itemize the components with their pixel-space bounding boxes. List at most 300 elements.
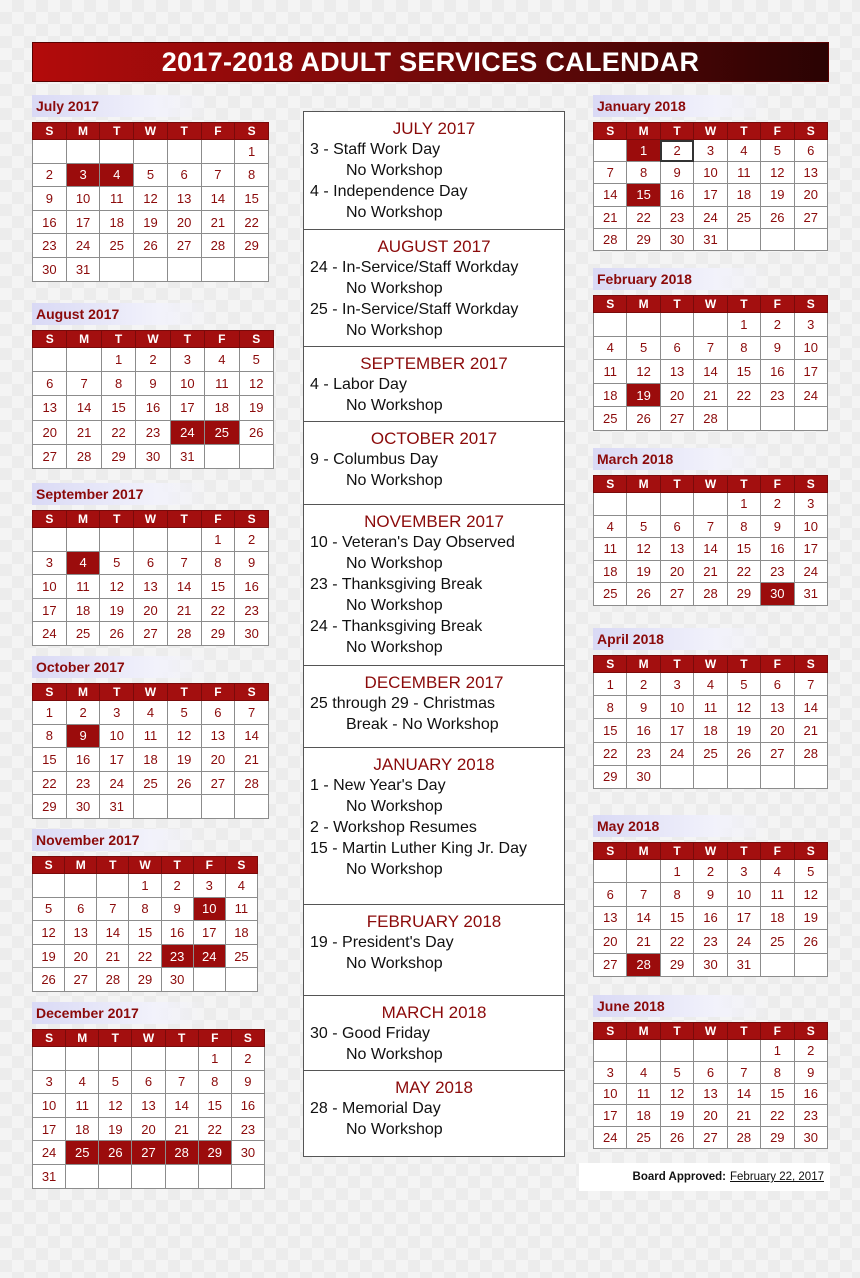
- event-item: 2 - Workshop Resumes: [310, 819, 477, 836]
- week-row: [594, 206, 828, 228]
- weekday-header-row: [594, 296, 828, 313]
- event-note: No Workshop: [346, 1046, 443, 1063]
- weekday-header: S: [594, 843, 627, 860]
- empty-day-cell: [627, 860, 660, 883]
- day-cell-closed: 15: [627, 184, 660, 206]
- day-cell: 18: [205, 396, 239, 420]
- day-cell: 4: [134, 701, 168, 725]
- week-row: [33, 163, 269, 187]
- day-cell-closed: 4: [100, 163, 134, 187]
- weekday-header: S: [794, 476, 827, 493]
- day-cell: 26: [100, 622, 134, 646]
- weekday-header: T: [660, 476, 693, 493]
- week-row: [594, 583, 828, 606]
- day-cell: 1: [594, 673, 627, 696]
- empty-day-cell: [727, 228, 760, 250]
- day-cell: 14: [167, 575, 201, 599]
- day-cell: 30: [33, 257, 67, 281]
- day-cell: 18: [594, 560, 627, 583]
- day-cell: 24: [66, 234, 100, 258]
- day-cell: 7: [165, 1070, 198, 1094]
- day-cell: 11: [225, 897, 257, 921]
- day-cell: 18: [627, 1105, 660, 1127]
- day-cell: 3: [33, 551, 67, 575]
- day-cell: 8: [627, 162, 660, 184]
- day-cell: 2: [627, 673, 660, 696]
- day-cell: 19: [134, 210, 168, 234]
- day-cell: 31: [727, 953, 760, 976]
- day-cell: 3: [694, 140, 727, 162]
- day-cell: 21: [627, 930, 660, 953]
- weekday-header: W: [132, 1030, 165, 1047]
- day-cell: 22: [201, 598, 235, 622]
- day-cell: 14: [97, 921, 129, 945]
- week-row: [33, 921, 258, 945]
- event-month-title: AUGUST 2017: [377, 237, 491, 256]
- day-cell: 29: [33, 795, 67, 819]
- event-item: 25 through 29 - Christmas: [310, 695, 495, 712]
- day-cell: 13: [660, 538, 693, 561]
- day-cell: 11: [694, 696, 727, 719]
- day-cell: 1: [101, 348, 135, 372]
- weekday-header-row: [33, 331, 274, 348]
- day-cell: 1: [761, 1040, 794, 1062]
- weekday-header: T: [727, 123, 760, 140]
- weekday-header: S: [794, 123, 827, 140]
- day-cell: 10: [33, 1094, 66, 1118]
- event-item: 3 - Staff Work Day: [310, 141, 441, 158]
- day-cell: 12: [727, 696, 760, 719]
- weekday-header: F: [761, 1023, 794, 1040]
- empty-day-cell: [594, 313, 627, 337]
- day-cell: 12: [33, 921, 65, 945]
- month-grid: [593, 295, 828, 431]
- empty-day-cell: [167, 257, 201, 281]
- day-cell: 27: [167, 234, 201, 258]
- day-cell: 26: [660, 1127, 693, 1149]
- day-cell: 14: [694, 360, 727, 384]
- week-row: [594, 1040, 828, 1062]
- empty-day-cell: [66, 1047, 99, 1071]
- day-cell: 26: [627, 583, 660, 606]
- weekday-header: S: [794, 296, 827, 313]
- week-row: [594, 673, 828, 696]
- weekday-header: F: [761, 843, 794, 860]
- day-cell: 28: [67, 444, 101, 468]
- day-cell: 18: [727, 184, 760, 206]
- day-cell: 12: [134, 187, 168, 211]
- event-item: 25 - In-Service/Staff Workday: [310, 301, 519, 318]
- day-cell: 30: [694, 953, 727, 976]
- day-cell: 18: [100, 210, 134, 234]
- day-cell: 5: [727, 673, 760, 696]
- day-cell: 9: [33, 187, 67, 211]
- day-cell: 7: [235, 701, 269, 725]
- day-cell: 16: [627, 719, 660, 742]
- day-cell: 19: [727, 719, 760, 742]
- day-cell: 27: [201, 771, 235, 795]
- day-cell: 3: [33, 1070, 66, 1094]
- weekday-header: S: [594, 123, 627, 140]
- week-row: [594, 560, 828, 583]
- weekday-header: W: [134, 511, 168, 528]
- day-cell: 27: [594, 953, 627, 976]
- day-cell: 7: [694, 336, 727, 360]
- weekday-header: S: [794, 1023, 827, 1040]
- day-cell: 1: [198, 1047, 231, 1071]
- empty-day-cell: [33, 528, 67, 552]
- empty-day-cell: [198, 1164, 231, 1188]
- month-label: December 2017: [32, 1002, 207, 1024]
- day-cell: 13: [134, 575, 168, 599]
- day-cell: 11: [66, 1094, 99, 1118]
- day-cell: 4: [66, 1070, 99, 1094]
- event-block: [304, 748, 564, 905]
- day-cell: 24: [33, 622, 67, 646]
- month-grid: [32, 1029, 265, 1189]
- weekday-header: W: [129, 857, 161, 874]
- weekday-header: M: [65, 857, 97, 874]
- day-cell: 6: [594, 883, 627, 906]
- empty-day-cell: [99, 1047, 132, 1071]
- day-cell: 12: [99, 1094, 132, 1118]
- day-cell: 22: [33, 771, 67, 795]
- day-cell: 12: [239, 372, 273, 396]
- day-cell: 12: [167, 724, 201, 748]
- empty-day-cell: [201, 795, 235, 819]
- day-cell: 17: [33, 598, 67, 622]
- week-row: [594, 953, 828, 976]
- day-cell: 27: [660, 407, 693, 431]
- week-row: [594, 140, 828, 162]
- empty-day-cell: [727, 1040, 760, 1062]
- day-cell: 25: [100, 234, 134, 258]
- day-cell: 14: [67, 396, 101, 420]
- day-cell: 26: [727, 742, 760, 765]
- day-cell: 7: [97, 897, 129, 921]
- empty-day-cell: [132, 1047, 165, 1071]
- month-grid: [593, 475, 828, 606]
- event-block: [304, 666, 564, 748]
- week-row: [33, 396, 274, 420]
- week-row: [33, 528, 269, 552]
- day-cell: 10: [694, 162, 727, 184]
- event-month-title: DECEMBER 2017: [364, 673, 504, 692]
- empty-day-cell: [134, 140, 168, 164]
- month-label: September 2017: [32, 483, 210, 505]
- event-block: [304, 505, 564, 666]
- day-cell: 22: [761, 1105, 794, 1127]
- month-label: April 2018: [593, 628, 769, 650]
- month-label: February 2018: [593, 268, 769, 290]
- day-cell: 18: [761, 906, 794, 929]
- day-cell: 19: [100, 598, 134, 622]
- day-cell: 6: [33, 372, 67, 396]
- week-row: [33, 1070, 265, 1094]
- day-cell: 18: [66, 598, 100, 622]
- week-row: [33, 1094, 265, 1118]
- day-cell: 14: [794, 696, 827, 719]
- weekday-header: T: [167, 684, 201, 701]
- day-cell: 2: [761, 493, 794, 516]
- empty-day-cell: [794, 765, 827, 788]
- weekday-header: W: [134, 684, 168, 701]
- weekday-header-row: [33, 511, 269, 528]
- event-note: No Workshop: [346, 798, 443, 815]
- empty-day-cell: [33, 348, 67, 372]
- day-cell: 13: [201, 724, 235, 748]
- weekday-header: M: [627, 123, 660, 140]
- empty-day-cell: [100, 140, 134, 164]
- weekday-header-row: [33, 123, 269, 140]
- weekday-header: W: [136, 331, 170, 348]
- day-cell: 8: [235, 163, 269, 187]
- weekday-header: T: [99, 1030, 132, 1047]
- week-row: [33, 234, 269, 258]
- week-row: [594, 493, 828, 516]
- weekday-header-row: [33, 857, 258, 874]
- month-grid: [593, 842, 828, 977]
- day-cell: 4: [727, 140, 760, 162]
- weekday-header: W: [134, 123, 168, 140]
- event-note: No Workshop: [346, 397, 443, 414]
- weekday-header: S: [235, 684, 269, 701]
- day-cell: 13: [65, 921, 97, 945]
- day-cell: 6: [132, 1070, 165, 1094]
- event-note: No Workshop: [346, 861, 443, 878]
- day-cell: 3: [660, 673, 693, 696]
- event-item: 10 - Veteran's Day Observed: [310, 534, 515, 551]
- day-cell: 24: [694, 206, 727, 228]
- empty-day-cell: [33, 874, 65, 898]
- empty-day-cell: [694, 1040, 727, 1062]
- day-cell: 8: [727, 336, 760, 360]
- day-cell: 2: [794, 1040, 827, 1062]
- week-row: [594, 719, 828, 742]
- day-cell: 25: [594, 407, 627, 431]
- day-cell: 5: [134, 163, 168, 187]
- event-block: [304, 347, 564, 422]
- event-month-title: MAY 2018: [395, 1078, 473, 1097]
- week-row: [33, 210, 269, 234]
- week-row: [33, 724, 269, 748]
- day-cell: 15: [198, 1094, 231, 1118]
- event-item: 24 - In-Service/Staff Workday: [310, 259, 519, 276]
- day-cell: 10: [100, 724, 134, 748]
- weekday-header: W: [694, 1023, 727, 1040]
- day-cell: 17: [660, 719, 693, 742]
- event-month-title: MARCH 2018: [381, 1003, 487, 1022]
- day-cell: 19: [794, 906, 827, 929]
- week-row: [33, 968, 258, 992]
- week-row: [594, 883, 828, 906]
- day-cell: 21: [727, 1105, 760, 1127]
- week-row: [594, 184, 828, 206]
- day-cell: 15: [727, 538, 760, 561]
- day-cell: 15: [33, 748, 67, 772]
- weekday-header: M: [66, 123, 100, 140]
- month-grid: [593, 655, 828, 789]
- day-cell: 7: [694, 515, 727, 538]
- day-cell: 23: [761, 383, 794, 407]
- weekday-header: T: [100, 684, 134, 701]
- empty-day-cell: [167, 795, 201, 819]
- day-cell: 29: [627, 228, 660, 250]
- weekday-header: F: [761, 656, 794, 673]
- day-cell: 25: [761, 930, 794, 953]
- day-cell: 8: [761, 1061, 794, 1083]
- day-cell: 10: [727, 883, 760, 906]
- day-cell: 30: [627, 765, 660, 788]
- day-cell: 10: [794, 336, 827, 360]
- day-cell: 20: [794, 184, 827, 206]
- day-cell: 27: [761, 742, 794, 765]
- weekday-header: F: [761, 123, 794, 140]
- day-cell: 22: [198, 1117, 231, 1141]
- day-cell: 11: [66, 575, 100, 599]
- event-block: [304, 230, 564, 347]
- week-row: [594, 1105, 828, 1127]
- week-row: [33, 622, 269, 646]
- empty-day-cell: [594, 1040, 627, 1062]
- weekday-header: M: [627, 656, 660, 673]
- day-cell: 11: [100, 187, 134, 211]
- empty-day-cell: [594, 860, 627, 883]
- empty-day-cell: [761, 765, 794, 788]
- day-cell: 12: [761, 162, 794, 184]
- day-cell: 30: [161, 968, 193, 992]
- empty-day-cell: [67, 348, 101, 372]
- day-cell: 30: [66, 795, 100, 819]
- day-cell: 13: [132, 1094, 165, 1118]
- day-cell: 16: [694, 906, 727, 929]
- day-cell: 15: [660, 906, 693, 929]
- empty-day-cell: [66, 528, 100, 552]
- empty-day-cell: [165, 1164, 198, 1188]
- day-cell: 17: [66, 210, 100, 234]
- weekday-header: S: [33, 1030, 66, 1047]
- day-cell: 20: [65, 944, 97, 968]
- day-cell: 14: [694, 538, 727, 561]
- day-cell: 28: [167, 622, 201, 646]
- day-cell: 2: [235, 528, 269, 552]
- weekday-header: M: [66, 511, 100, 528]
- day-cell: 21: [201, 210, 235, 234]
- day-cell: 8: [101, 372, 135, 396]
- event-note: Break - No Workshop: [346, 716, 499, 733]
- day-cell: 15: [727, 360, 760, 384]
- day-cell: 20: [694, 1105, 727, 1127]
- day-cell: 17: [794, 360, 827, 384]
- day-cell: 9: [761, 336, 794, 360]
- day-cell: 3: [594, 1061, 627, 1083]
- month-label: March 2018: [593, 448, 769, 470]
- weekday-header: S: [235, 123, 269, 140]
- month-label: August 2017: [32, 303, 214, 325]
- empty-day-cell: [100, 528, 134, 552]
- week-row: [594, 1061, 828, 1083]
- week-row: [33, 701, 269, 725]
- empty-day-cell: [99, 1164, 132, 1188]
- day-cell: 27: [134, 622, 168, 646]
- day-cell: 29: [235, 234, 269, 258]
- day-cell: 19: [761, 184, 794, 206]
- weekday-header: M: [66, 684, 100, 701]
- day-cell: 2: [33, 163, 67, 187]
- empty-day-cell: [727, 407, 760, 431]
- empty-day-cell: [627, 1040, 660, 1062]
- day-cell: 19: [33, 944, 65, 968]
- day-cell: 1: [727, 493, 760, 516]
- week-row: [594, 515, 828, 538]
- event-item: 15 - Martin Luther King Jr. Day: [310, 840, 527, 857]
- day-cell: 29: [727, 583, 760, 606]
- weekday-header: T: [727, 656, 760, 673]
- weekday-header: S: [33, 511, 67, 528]
- day-cell: 4: [594, 336, 627, 360]
- day-cell-closed: 24: [170, 420, 204, 444]
- day-cell: 24: [660, 742, 693, 765]
- day-cell: 19: [627, 560, 660, 583]
- weekday-header: S: [794, 843, 827, 860]
- event-note: No Workshop: [346, 472, 443, 489]
- day-cell: 15: [201, 575, 235, 599]
- day-cell: 1: [660, 860, 693, 883]
- weekday-header: T: [101, 331, 135, 348]
- day-cell: 23: [66, 771, 100, 795]
- events-list: [303, 111, 565, 1157]
- day-cell: 27: [794, 206, 827, 228]
- empty-day-cell: [594, 140, 627, 162]
- day-cell: 16: [660, 184, 693, 206]
- month-label: October 2017: [32, 656, 210, 678]
- day-cell: 1: [201, 528, 235, 552]
- event-item: 19 - President's Day: [310, 934, 454, 951]
- day-cell: 26: [239, 420, 273, 444]
- day-cell-closed: 30: [761, 583, 794, 606]
- weekday-header: S: [33, 857, 65, 874]
- week-row: [594, 1083, 828, 1105]
- day-cell: 30: [660, 228, 693, 250]
- day-cell: 14: [727, 1083, 760, 1105]
- empty-day-cell: [167, 528, 201, 552]
- day-cell: 20: [761, 719, 794, 742]
- day-cell: 4: [225, 874, 257, 898]
- day-cell: 5: [167, 701, 201, 725]
- event-item: 24 - Thanksgiving Break: [310, 618, 483, 635]
- weekday-header: S: [33, 123, 67, 140]
- weekday-header-row: [594, 1023, 828, 1040]
- event-note: No Workshop: [346, 1121, 443, 1138]
- day-cell-closed: 28: [627, 953, 660, 976]
- weekday-header: F: [761, 476, 794, 493]
- day-cell: 13: [167, 187, 201, 211]
- day-cell: 16: [33, 210, 67, 234]
- day-cell: 25: [727, 206, 760, 228]
- empty-day-cell: [660, 765, 693, 788]
- week-row: [33, 420, 274, 444]
- day-cell: 18: [594, 383, 627, 407]
- calendar-title: 2017-2018 ADULT SERVICES CALENDAR: [161, 46, 700, 77]
- event-block: [304, 905, 564, 996]
- event-item: 23 - Thanksgiving Break: [310, 576, 483, 593]
- week-row: [594, 860, 828, 883]
- day-cell: 24: [794, 383, 827, 407]
- day-cell: 6: [660, 515, 693, 538]
- day-cell: 16: [161, 921, 193, 945]
- day-cell: 29: [660, 953, 693, 976]
- weekday-header: T: [727, 843, 760, 860]
